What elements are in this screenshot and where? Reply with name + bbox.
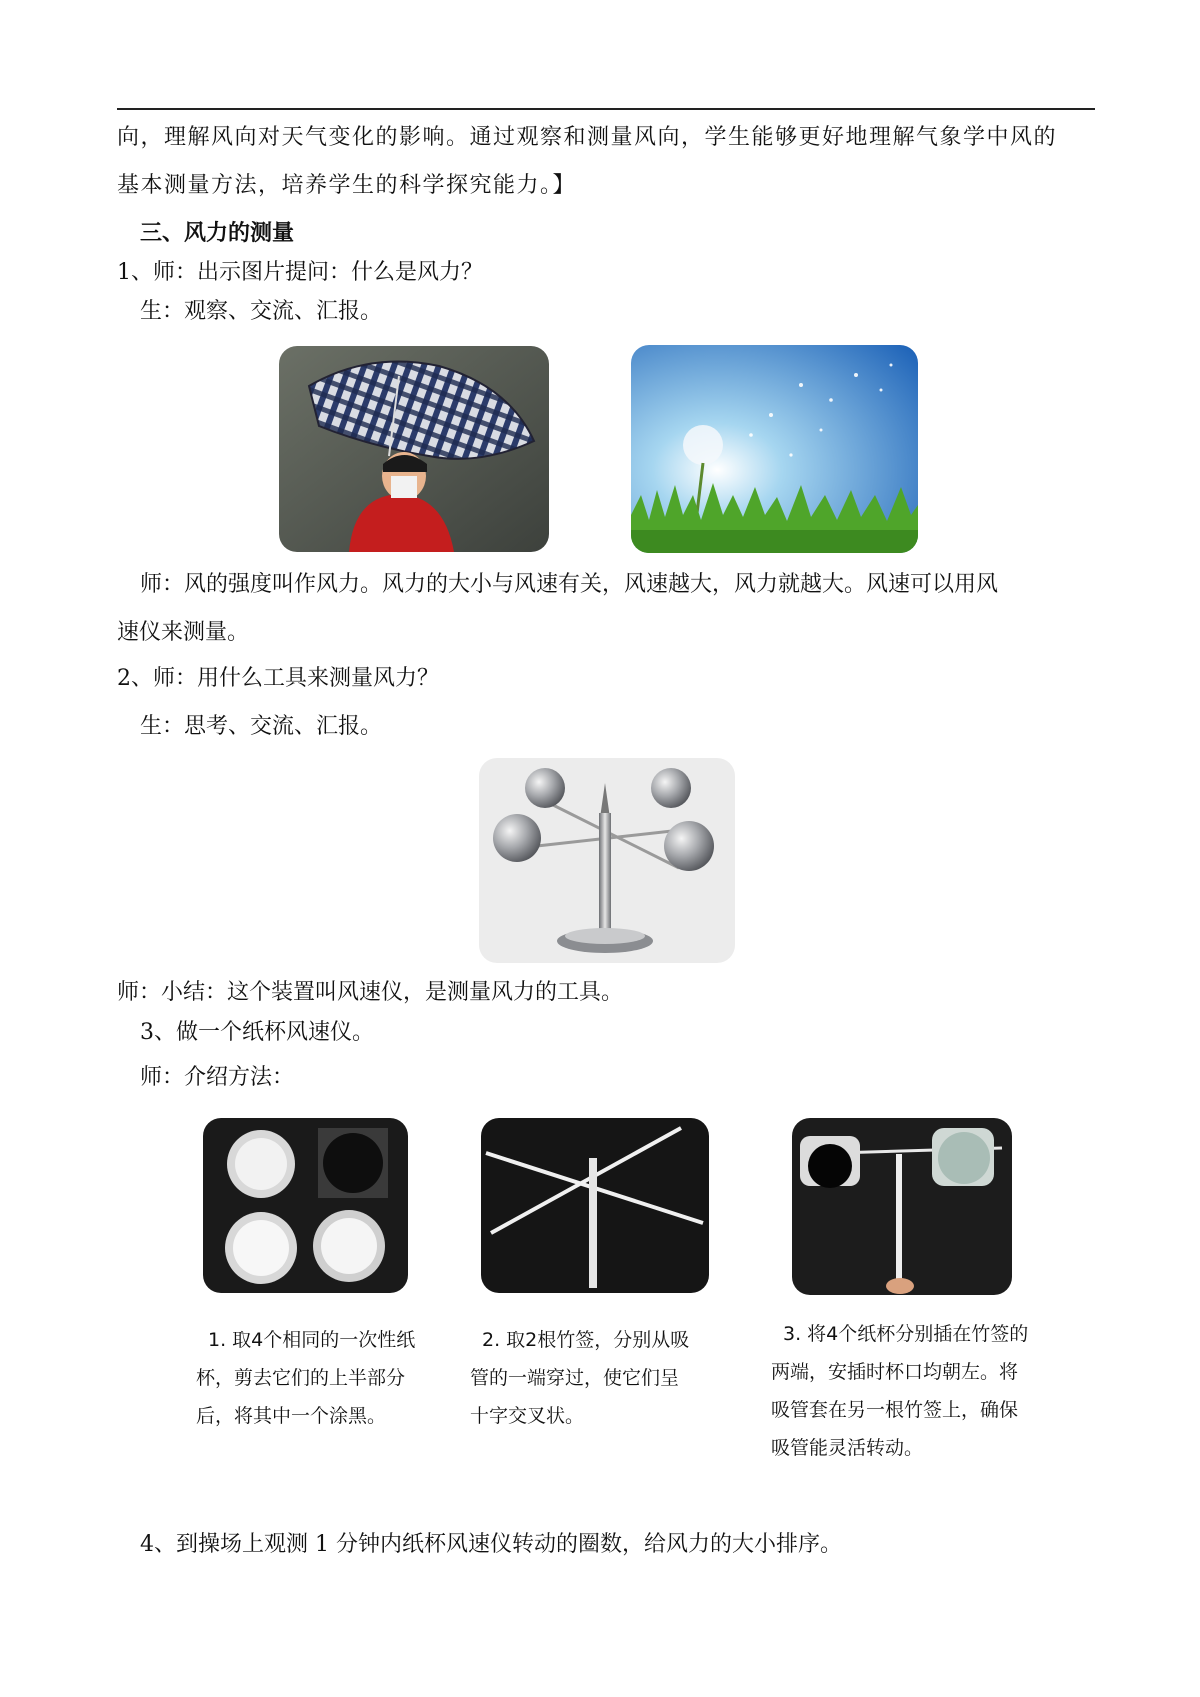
summary: 师：小结：这个装置叫风速仪，是测量风力的工具。	[117, 980, 624, 1005]
header-rule	[117, 108, 1095, 110]
step2-caption	[470, 1321, 720, 1435]
caption-line: 吸管套在另一根竹签上，确保	[771, 1399, 1019, 1421]
anemometer-photo	[479, 758, 735, 963]
teacher-explanation: 师：风的强度叫作风力。风力的大小与风速有关，风速越大，风力就越大。风速可以用风	[140, 572, 999, 597]
caption-line: 1. 取4个相同的一次性纸	[208, 1329, 416, 1351]
question-1: 1、师：出示图片提问：什么是风力？	[117, 260, 483, 285]
caption-line: 后，将其中一个涂黑。	[196, 1405, 387, 1427]
step2-sticks-photo	[481, 1118, 709, 1293]
question-2: 2、师：用什么工具来测量风力？	[117, 666, 439, 691]
teacher-explanation-cont: 速仪来测量。	[117, 620, 250, 645]
umbrella-wind-photo	[279, 346, 549, 552]
answer-1: 生：观察、交流、汇报。	[140, 299, 383, 324]
answer-2: 生：思考、交流、汇报。	[140, 714, 383, 739]
caption-line: 管的一端穿过，使它们呈	[470, 1367, 680, 1389]
step3-caption	[771, 1315, 1071, 1467]
caption-line: 3. 将4个纸杯分别插在竹签的	[783, 1323, 1029, 1345]
caption-line: 2. 取2根竹签，分别从吸	[482, 1329, 690, 1351]
step1-caption	[196, 1321, 436, 1435]
step1-cups-photo	[203, 1118, 408, 1293]
dandelion-photo	[631, 345, 918, 553]
caption-line: 十字交叉状。	[470, 1405, 585, 1427]
paragraph-line: 基本测量方法，培养学生的科学探究能力。】	[117, 173, 577, 198]
paragraph-line: 向，理解风向对天气变化的影响。通过观察和测量风向，学生能够更好地理解气象学中风的	[117, 125, 1058, 150]
caption-line: 吸管能灵活转动。	[771, 1437, 924, 1459]
question-4: 4、到操场上观测 1 分钟内纸杯风速仪转动的圈数，给风力的大小排序。	[140, 1532, 842, 1557]
caption-line: 杯，剪去它们的上半部分	[196, 1367, 406, 1389]
caption-line: 两端，安插时杯口均朝左。将	[771, 1361, 1019, 1383]
step3-assembled-photo	[792, 1118, 1012, 1295]
question-3: 3、做一个纸杯风速仪。	[140, 1020, 374, 1045]
section-heading: 三、风力的测量	[140, 221, 295, 246]
method-intro: 师：介绍方法：	[140, 1065, 295, 1090]
